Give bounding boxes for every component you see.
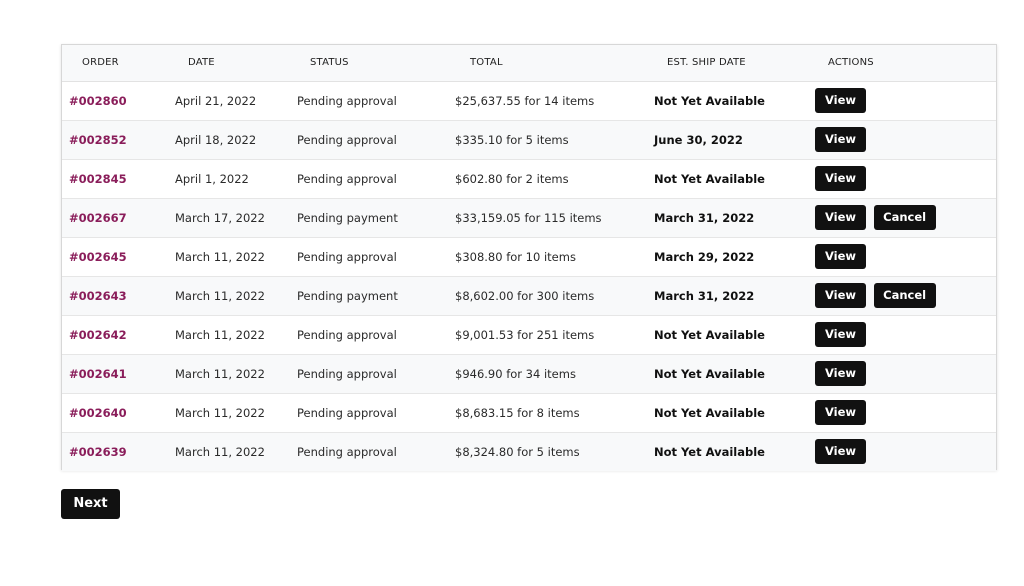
next-page-button[interactable]: Next bbox=[61, 489, 120, 519]
orders-table-card bbox=[61, 44, 997, 470]
order-total: $8,324.80 for 5 items bbox=[455, 432, 654, 471]
order-total: $308.80 for 10 items bbox=[455, 237, 654, 276]
view-order-button[interactable]: View bbox=[815, 244, 866, 269]
column-header-total[interactable]: TOTAL bbox=[455, 45, 654, 81]
order-number-cell bbox=[62, 393, 168, 432]
order-number-link[interactable]: #002641 bbox=[69, 366, 127, 381]
actions-cell bbox=[815, 81, 996, 120]
order-number-cell bbox=[62, 432, 168, 471]
table-row bbox=[62, 237, 996, 276]
cancel-order-button[interactable]: Cancel bbox=[874, 283, 936, 308]
est-ship-date-cell bbox=[654, 393, 815, 432]
order-status: Pending approval bbox=[297, 81, 455, 120]
est-ship-date: Not Yet Available bbox=[654, 327, 765, 342]
est-ship-date: Not Yet Available bbox=[654, 366, 765, 381]
order-number-cell bbox=[62, 237, 168, 276]
est-ship-date-cell bbox=[654, 198, 815, 237]
view-order-button[interactable]: View bbox=[815, 127, 866, 152]
est-ship-date-cell bbox=[654, 432, 815, 471]
order-status: Pending approval bbox=[297, 432, 455, 471]
order-date: March 17, 2022 bbox=[168, 198, 297, 237]
orders-table bbox=[62, 45, 996, 471]
view-order-button[interactable]: View bbox=[815, 88, 866, 113]
actions-cell bbox=[815, 315, 996, 354]
table-row bbox=[62, 315, 996, 354]
est-ship-date: Not Yet Available bbox=[654, 405, 765, 420]
order-number-cell bbox=[62, 276, 168, 315]
order-number-link[interactable]: #002667 bbox=[69, 210, 127, 225]
order-total: $8,602.00 for 300 items bbox=[455, 276, 654, 315]
column-header-actions: ACTIONS bbox=[815, 45, 996, 81]
order-date: March 11, 2022 bbox=[168, 237, 297, 276]
order-number-link[interactable]: #002639 bbox=[69, 444, 127, 459]
order-number-link[interactable]: #002640 bbox=[69, 405, 127, 420]
view-order-button[interactable]: View bbox=[815, 166, 866, 191]
est-ship-date: Not Yet Available bbox=[654, 93, 765, 108]
order-date: March 11, 2022 bbox=[168, 354, 297, 393]
order-status: Pending approval bbox=[297, 120, 455, 159]
actions-cell bbox=[815, 120, 996, 159]
order-number-cell bbox=[62, 354, 168, 393]
table-row bbox=[62, 198, 996, 237]
order-status: Pending approval bbox=[297, 315, 455, 354]
order-number-link[interactable]: #002845 bbox=[69, 171, 127, 186]
order-number-link[interactable]: #002852 bbox=[69, 132, 127, 147]
view-order-button[interactable]: View bbox=[815, 439, 866, 464]
order-status: Pending approval bbox=[297, 393, 455, 432]
order-total: $33,159.05 for 115 items bbox=[455, 198, 654, 237]
order-status: Pending approval bbox=[297, 159, 455, 198]
orders-table-body bbox=[62, 81, 996, 471]
actions-cell bbox=[815, 159, 996, 198]
actions-cell bbox=[815, 276, 996, 315]
order-number-link[interactable]: #002645 bbox=[69, 249, 127, 264]
table-row bbox=[62, 276, 996, 315]
column-header-est-ship-date[interactable]: EST. SHIP DATE bbox=[654, 45, 815, 81]
order-total: $25,637.55 for 14 items bbox=[455, 81, 654, 120]
cancel-order-button[interactable]: Cancel bbox=[874, 205, 936, 230]
column-header-status[interactable]: STATUS bbox=[297, 45, 455, 81]
est-ship-date-cell bbox=[654, 315, 815, 354]
order-total: $9,001.53 for 251 items bbox=[455, 315, 654, 354]
order-date: April 1, 2022 bbox=[168, 159, 297, 198]
order-number-cell bbox=[62, 315, 168, 354]
est-ship-date: Not Yet Available bbox=[654, 171, 765, 186]
est-ship-date: Not Yet Available bbox=[654, 444, 765, 459]
order-total: $602.80 for 2 items bbox=[455, 159, 654, 198]
order-status: Pending payment bbox=[297, 276, 455, 315]
order-number-link[interactable]: #002860 bbox=[69, 93, 127, 108]
order-date: April 18, 2022 bbox=[168, 120, 297, 159]
order-date: April 21, 2022 bbox=[168, 81, 297, 120]
table-header-row bbox=[62, 45, 996, 81]
view-order-button[interactable]: View bbox=[815, 205, 866, 230]
order-number-cell bbox=[62, 198, 168, 237]
order-date: March 11, 2022 bbox=[168, 432, 297, 471]
order-status: Pending approval bbox=[297, 237, 455, 276]
est-ship-date: June 30, 2022 bbox=[654, 132, 743, 147]
table-row bbox=[62, 393, 996, 432]
view-order-button[interactable]: View bbox=[815, 283, 866, 308]
est-ship-date-cell bbox=[654, 120, 815, 159]
order-total: $8,683.15 for 8 items bbox=[455, 393, 654, 432]
est-ship-date: March 31, 2022 bbox=[654, 210, 755, 225]
order-date: March 11, 2022 bbox=[168, 315, 297, 354]
order-date: March 11, 2022 bbox=[168, 276, 297, 315]
order-status: Pending approval bbox=[297, 354, 455, 393]
order-number-cell bbox=[62, 159, 168, 198]
column-header-date[interactable]: DATE bbox=[168, 45, 297, 81]
actions-cell bbox=[815, 354, 996, 393]
order-number-link[interactable]: #002643 bbox=[69, 288, 127, 303]
order-number-cell bbox=[62, 81, 168, 120]
est-ship-date-cell bbox=[654, 354, 815, 393]
actions-cell bbox=[815, 198, 996, 237]
table-row bbox=[62, 120, 996, 159]
actions-cell bbox=[815, 393, 996, 432]
table-row bbox=[62, 354, 996, 393]
actions-cell bbox=[815, 237, 996, 276]
view-order-button[interactable]: View bbox=[815, 322, 866, 347]
order-total: $946.90 for 34 items bbox=[455, 354, 654, 393]
view-order-button[interactable]: View bbox=[815, 400, 866, 425]
est-ship-date-cell bbox=[654, 81, 815, 120]
order-number-cell bbox=[62, 120, 168, 159]
est-ship-date-cell bbox=[654, 159, 815, 198]
order-number-link[interactable]: #002642 bbox=[69, 327, 127, 342]
actions-cell bbox=[815, 432, 996, 471]
order-date: March 11, 2022 bbox=[168, 393, 297, 432]
order-status: Pending payment bbox=[297, 198, 455, 237]
order-total: $335.10 for 5 items bbox=[455, 120, 654, 159]
est-ship-date: March 29, 2022 bbox=[654, 249, 755, 264]
est-ship-date-cell bbox=[654, 237, 815, 276]
est-ship-date-cell bbox=[654, 276, 815, 315]
table-row bbox=[62, 81, 996, 120]
est-ship-date: March 31, 2022 bbox=[654, 288, 755, 303]
column-header-order[interactable]: ORDER bbox=[62, 45, 168, 81]
table-row bbox=[62, 159, 996, 198]
view-order-button[interactable]: View bbox=[815, 361, 866, 386]
table-row bbox=[62, 432, 996, 471]
